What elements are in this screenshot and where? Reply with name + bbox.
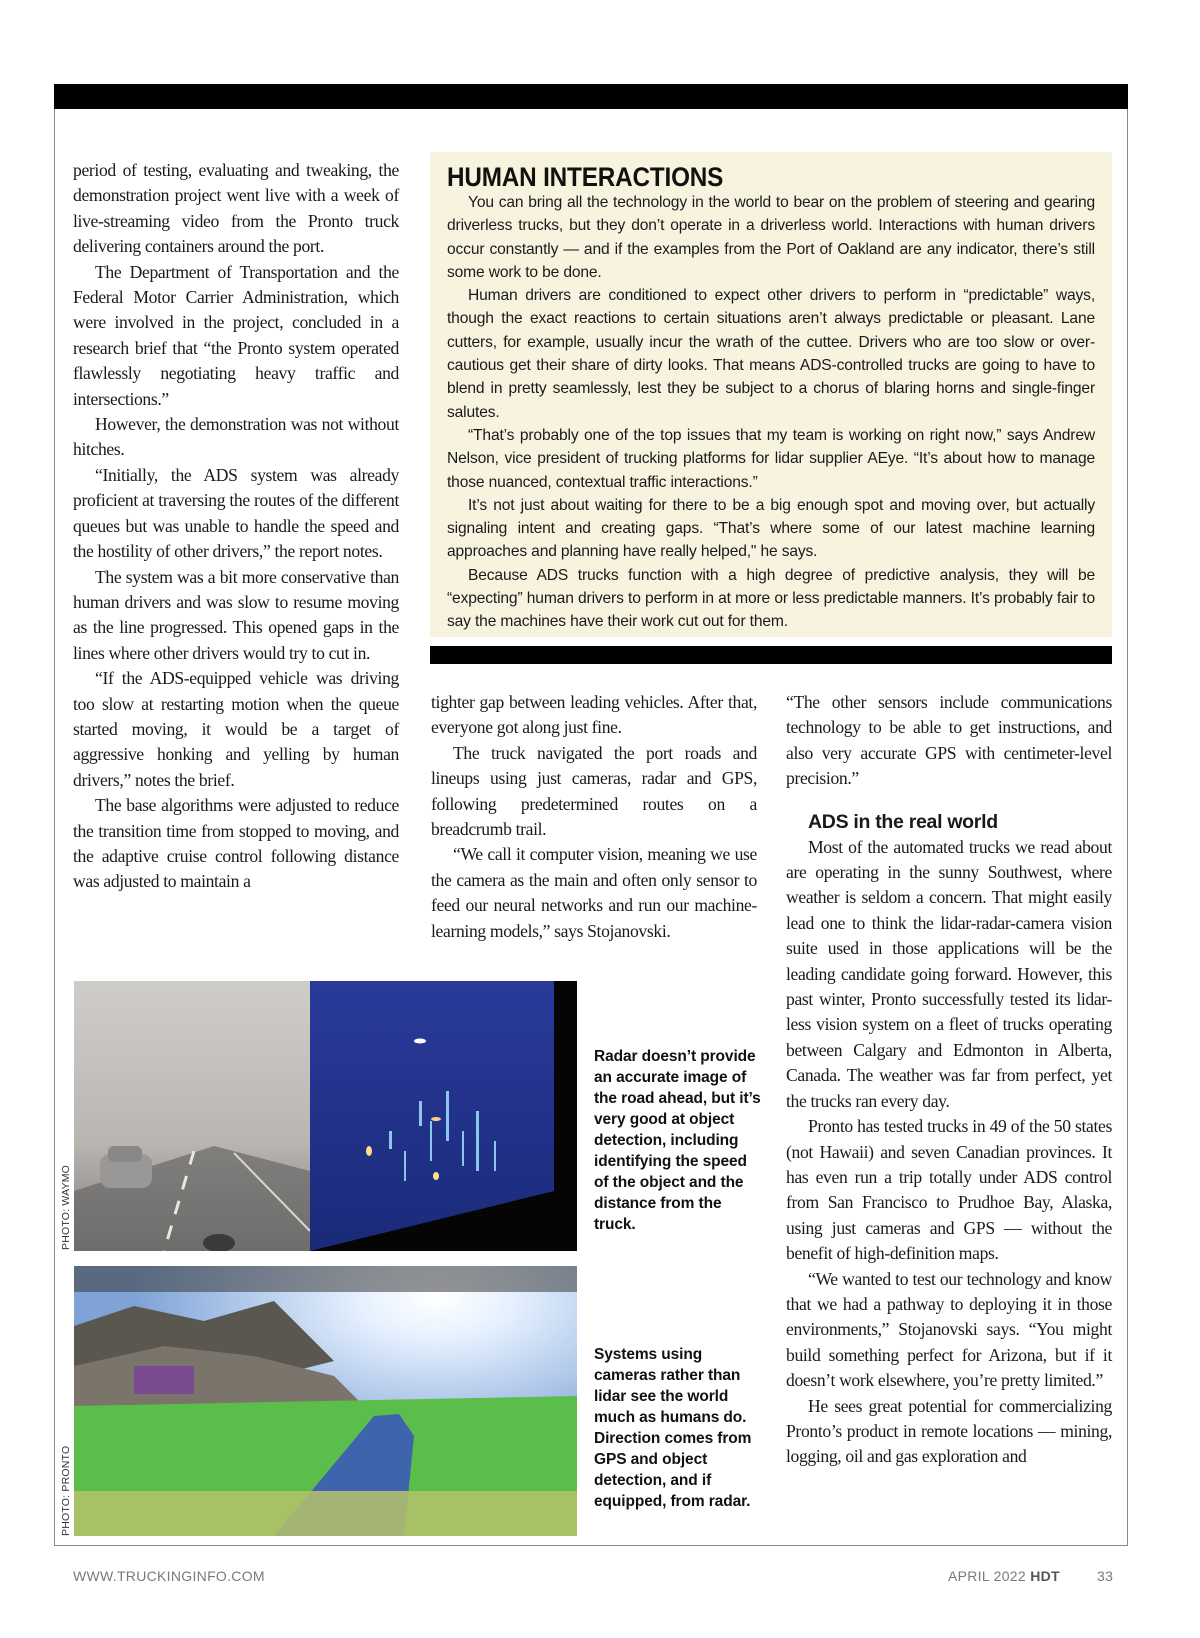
paragraph: The base algorithms were adjusted to reduce the transition time from stopped to moving, and the adaptive cruise control following distance was adjusted to maintain a <box>73 795 399 892</box>
photo-caption: Systems using cameras rather than lidar see the world much as humans do. Direction comes from GPS and object detection, and if equipped, from radar. <box>594 1346 752 1510</box>
sidebar-paragraph: Because ADS trucks function with a high degree of predictive analysis, they will be “expecting” human drivers to perform in at more or less predictable manners. It’s probably fair to say the machines have their work cut out for them. <box>447 566 1095 631</box>
paragraph: “Initially, the ADS system was already proficient at traversing the routes of the different queues but was unable to handle the speed and the hostility of other drivers,” the report notes. <box>73 464 399 562</box>
paragraph: However, the demonstration was not without hitches. <box>73 414 399 460</box>
camera-vision-photo <box>74 1266 577 1536</box>
photo-credit: PHOTO: PRONTO <box>60 1445 72 1536</box>
paragraph: “The other sensors include communications technology to be able to get instructions, and also very accurate GPS with centimeter-level precision.” <box>786 692 1112 789</box>
article-column-right <box>786 690 1112 1470</box>
sidebar-paragraph: Human drivers are conditioned to expect other drivers to perform in “predictable” ways, though the exact reactions to certain situations aren’t always predictable or pleasant. Lane cutters, for example, usually incur the wrath of the cuttee. Drivers who are too slow or over-cautious get their share of dirty looks. That means ADS-controlled trucks are going to have to blend in pretty seamlessly, lest they be subject to a chorus of blaring horns and single-finger salutes. <box>447 287 1095 421</box>
issue-date: APRIL 2022 <box>948 1568 1026 1584</box>
paragraph: The Department of Transportation and the Federal Motor Carrier Administration, which were involved in the project, concluded in a research brief that “the Pronto system operated flawlessly negotiating heavy traffic and intersections.” <box>73 261 399 409</box>
radar-fog-photo <box>74 981 577 1251</box>
paragraph: Most of the automated trucks we read about are operating in the sunny Southwest, where weather is seldom a concern. That might easily lead one to think the lidar-radar-camera vision suite used in those applications will be the leading candidate going forward. However, this past winter, Pronto successfully tested its lidar-less vision system on a fleet of trucks operating between Calgary and Edmonton in Alberta, Canada. The weather was far from perfect, yet the trucks ran every day. <box>786 836 1112 1111</box>
sidebar-bottom-bar <box>430 646 1112 664</box>
sidebar-body <box>447 191 1095 634</box>
paragraph: The system was a bit more conservative than human drivers and was slow to resume moving as the line progressed. This opened gaps in the lines where other drivers would try to cut in. <box>73 566 399 663</box>
paragraph: The truck navigated the port roads and lineups using just cameras, radar and GPS, following predetermined routes on a breadcrumb trail. <box>431 742 757 840</box>
sidebar-box <box>430 152 1112 637</box>
photo-credit: PHOTO: WAYMO <box>60 1164 72 1250</box>
photo-caption: Radar doesn’t provide an accurate image of the road ahead, but it’s very good at object detection, including identifying the speed of the object and the distance from the truck. <box>594 1048 761 1233</box>
sidebar-paragraph: It’s not just about waiting for there to be a big enough spot and moving over, but actually signaling intent and creating gaps. “That’s where some of our latest machine learning approaches and planning have really helped," he says. <box>447 496 1095 561</box>
page-number: 33 <box>1097 1568 1114 1584</box>
paragraph: He sees great potential for commercializing Pronto’s product in remote locations — mining, logging, oil and gas exploration and <box>786 1395 1112 1467</box>
section-subhead: ADS in the real world <box>808 810 998 833</box>
paragraph: “We call it computer vision, meaning we use the camera as the main and often only sensor to feed our neural networks and run our machine-learning models,” says Stojanovski. <box>431 844 757 941</box>
article-column-middle <box>431 690 757 944</box>
paragraph: “We wanted to test our technology and know that we had a pathway to deploying it in those environments,” Stojanovski says. “You might build something perfect for Arizona, but if it doesn’t work elsewhere, you’re pretty limited.” <box>786 1268 1112 1391</box>
footer-issue <box>948 1568 1060 1584</box>
footer-url: WWW.TRUCKINGINFO.COM <box>73 1568 265 1584</box>
header-bar <box>54 84 1128 109</box>
paragraph: tighter gap between leading vehicles. After that, everyone got along just fine. <box>431 692 757 738</box>
article-column-left <box>73 158 399 895</box>
paragraph: “If the ADS-equipped vehicle was driving too slow at restarting motion when the queue started moving, it would be a target of aggressive honking and yelling by human drivers,” notes the brief. <box>73 668 399 790</box>
sidebar-paragraph: “That’s probably one of the top issues that my team is working on right now,” says Andrew Nelson, vice president of trucking platforms for lidar supplier AEye. “It’s about how to manage those nuanced, contextual traffic interactions.” <box>447 426 1095 491</box>
paragraph: Pronto has tested trucks in 49 of the 50 states (not Hawaii) and seven Canadian provinces. It has even run a trip totally under ADS control from San Francisco to Prudhoe Bay, Alaska, using just cameras and GPS — without the benefit of high-definition maps. <box>786 1116 1112 1264</box>
sidebar-paragraph: You can bring all the technology in the world to bear on the problem of steering and gearing driverless trucks, but they don’t operate in a driverless world. Interactions with human drivers occur constantly — and if the examples from the Port of Oakland are any indicator, there’s still some work to be done. <box>447 194 1095 281</box>
paragraph: period of testing, evaluating and tweaking, the demonstration project went live with a week of live-streaming video from the Pronto truck delivering containers around the port. <box>73 160 399 257</box>
magazine-name: HDT <box>1030 1568 1060 1584</box>
sidebar-title: HUMAN INTERACTIONS <box>447 162 724 192</box>
